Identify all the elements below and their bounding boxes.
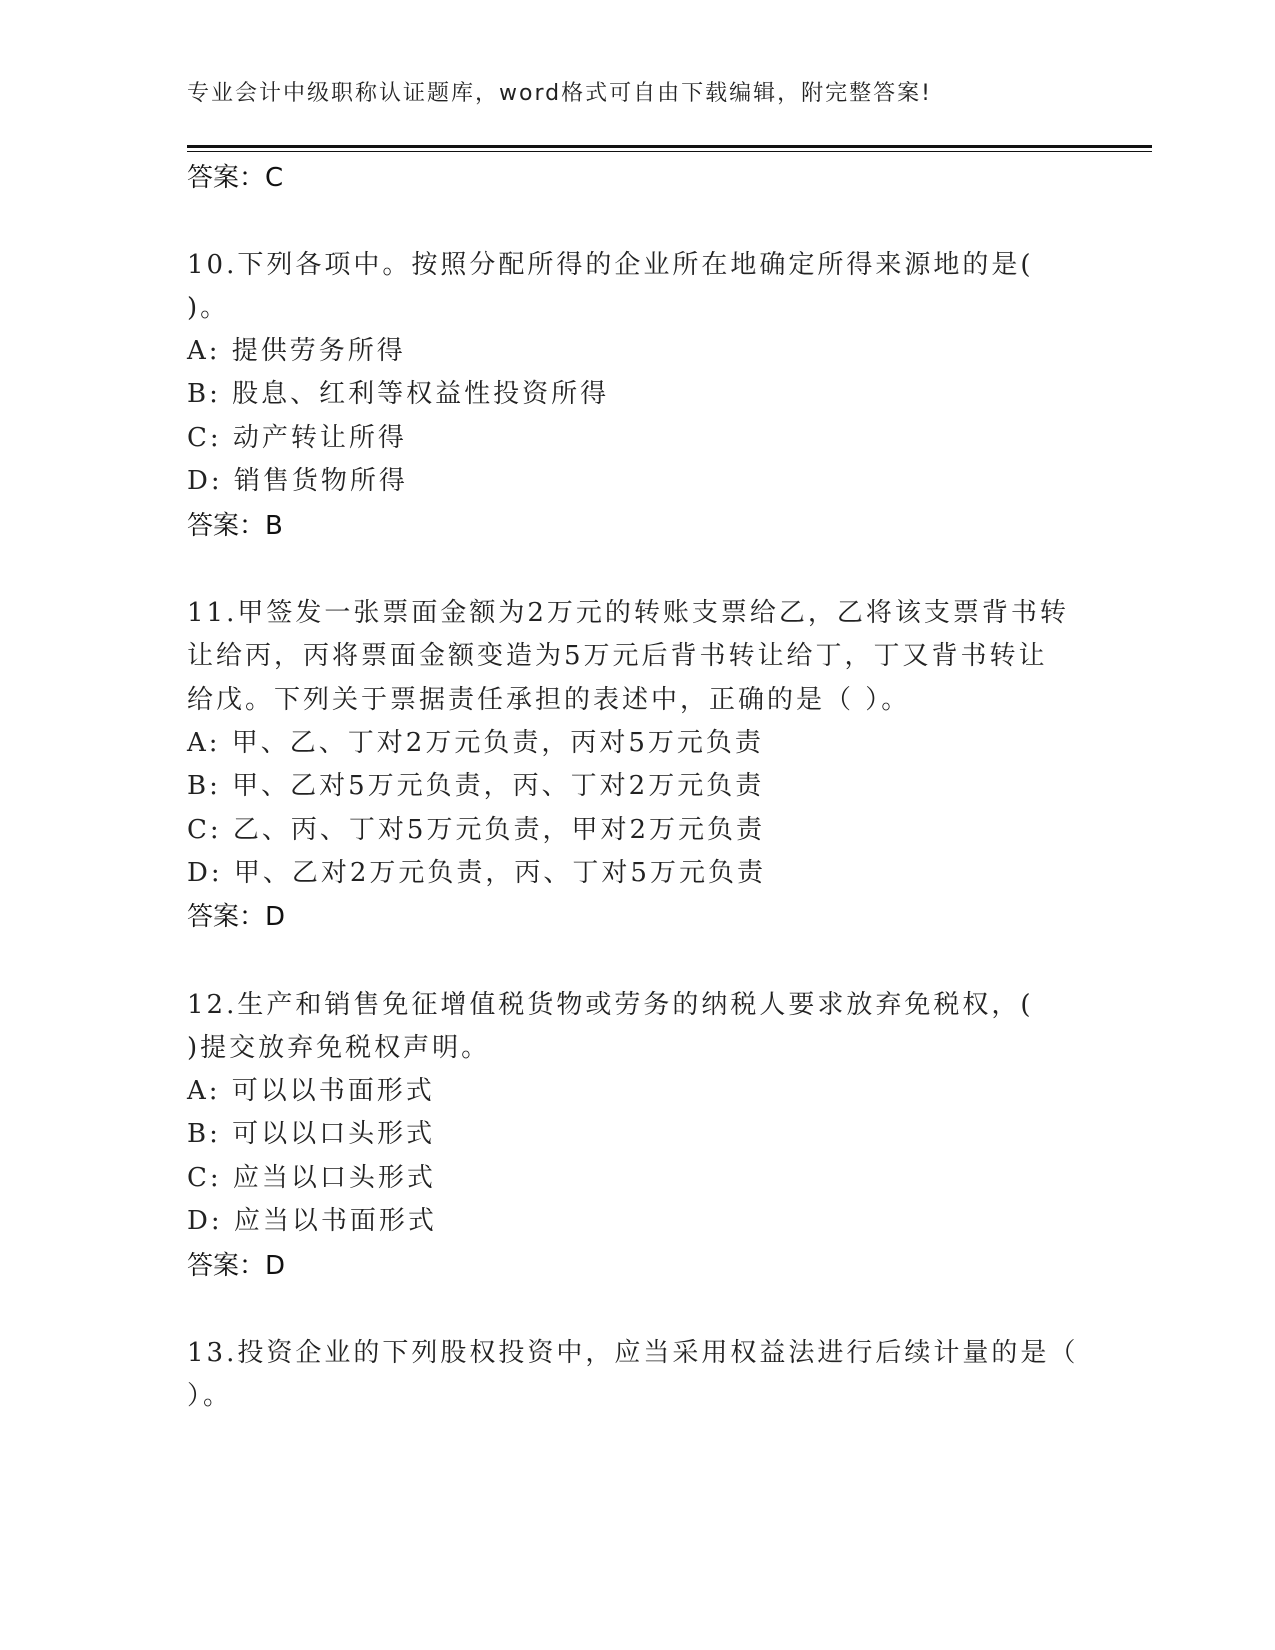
- q12-option-c: C: 应当以口头形式: [187, 1163, 436, 1193]
- q11-option-b: B: 甲、乙对5万元负责，丙、丁对2万元负责: [187, 771, 765, 801]
- q10-stem-line1: 10.下列各项中。按照分配所得的企业所在地确定所得来源地的是(: [187, 250, 1034, 280]
- q13-stem-line1: 13.投资企业的下列股权投资中，应当采用权益法进行后续计量的是（: [187, 1338, 1079, 1368]
- q12-answer: 答案：D: [187, 1251, 286, 1281]
- q11-option-d: D: 甲、乙对2万元负责，丙、丁对5万元负责: [187, 858, 766, 888]
- q12-stem-line2: )提交放弃免税权声明。: [187, 1033, 491, 1063]
- header-rule-thin: [187, 151, 1152, 152]
- header-rule-thick: [187, 145, 1152, 148]
- q12-option-a: A: 可以以书面形式: [187, 1076, 435, 1106]
- q12-option-b: B: 可以以口头形式: [187, 1119, 436, 1149]
- answer-previous: 答案：C: [187, 163, 284, 193]
- q10-option-d: D: 销售货物所得: [187, 466, 408, 496]
- q11-option-c: C: 乙、丙、丁对5万元负责，甲对2万元负责: [187, 815, 766, 845]
- q12-stem-line1: 12.生产和销售免征增值税货物或劳务的纳税人要求放弃免税权，(: [187, 990, 1034, 1020]
- page-header: 专业会计中级职称认证题库，word格式可自由下载编辑，附完整答案!: [187, 81, 932, 106]
- q11-stem-line3: 给戊。下列关于票据责任承担的表述中，正确的是（ ）。: [187, 685, 911, 715]
- q11-stem-line1: 11.甲签发一张票面金额为2万元的转账支票给乙，乙将该支票背书转: [187, 598, 1069, 628]
- q11-answer: 答案：D: [187, 902, 286, 932]
- q10-answer: 答案：B: [187, 511, 283, 541]
- q10-option-c: C: 动产转让所得: [187, 423, 407, 453]
- q10-option-b: B: 股息、红利等权益性投资所得: [187, 379, 610, 409]
- q10-stem-line2: )。: [187, 293, 230, 323]
- q11-stem-line2: 让给丙，丙将票面金额变造为5万元后背书转让给丁，丁又背书转让: [187, 641, 1048, 671]
- q11-option-a: A: 甲、乙、丁对2万元负责，丙对5万元负责: [187, 728, 764, 758]
- q13-stem-line2: ）。: [187, 1381, 233, 1411]
- q10-option-a: A: 提供劳务所得: [187, 336, 406, 366]
- q12-option-d: D: 应当以书面形式: [187, 1206, 437, 1236]
